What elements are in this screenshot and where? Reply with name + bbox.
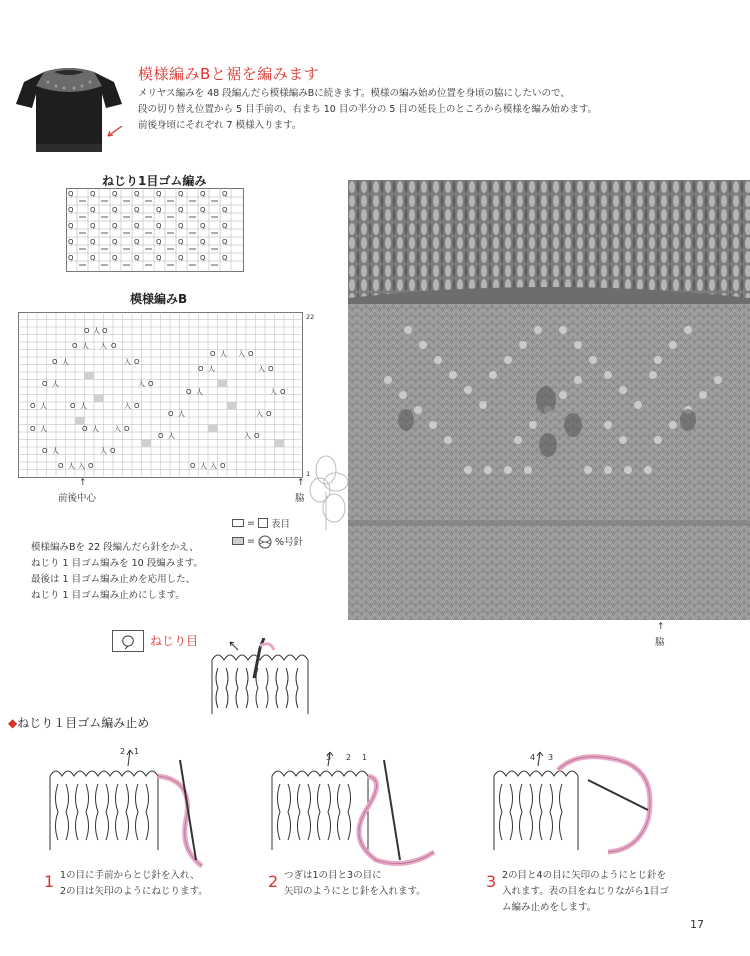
svg-text:Q: Q <box>222 238 228 246</box>
svg-text:O: O <box>42 380 48 388</box>
svg-text:O: O <box>42 447 48 455</box>
step1-illustration <box>44 740 224 874</box>
svg-text:入: 入 <box>78 462 85 470</box>
center-arrow-icon: ↑ <box>79 478 87 488</box>
svg-text:Q: Q <box>222 254 228 262</box>
svg-text:O: O <box>158 432 164 440</box>
svg-text:O: O <box>111 342 117 350</box>
step-line: ム編み止めをします。 <box>502 902 597 913</box>
flower-ornament-icon <box>306 452 352 536</box>
svg-text:O: O <box>134 402 140 410</box>
svg-text:O: O <box>70 402 76 410</box>
svg-text:Q: Q <box>134 254 140 262</box>
svg-text:Q: Q <box>156 254 162 262</box>
svg-text:Q: Q <box>222 222 228 230</box>
note-line: 最後は 1 目ゴム編み止めを応用した、 <box>31 574 196 585</box>
svg-text:人: 人 <box>208 365 215 373</box>
side-label: 脇 <box>295 493 305 504</box>
svg-text:Q: Q <box>90 190 96 198</box>
svg-text:Q: Q <box>178 206 184 214</box>
step-line: 1の目に手前からとじ針を入れ、 <box>60 870 200 881</box>
svg-text:入: 入 <box>100 447 107 455</box>
svg-text:人: 人 <box>220 350 227 358</box>
svg-text:O: O <box>148 380 154 388</box>
legend-equals: = <box>247 535 255 547</box>
finishing-note <box>31 540 261 604</box>
twisted-stitch-illustration <box>204 638 316 722</box>
svg-text:Q: Q <box>200 254 206 262</box>
svg-text:入: 入 <box>124 402 131 410</box>
note-line: 模様編みBを 22 段編んだら針をかえ、 <box>31 542 199 553</box>
svg-text:入: 入 <box>258 365 265 373</box>
svg-text:入: 入 <box>138 380 145 388</box>
svg-text:Q: Q <box>222 206 228 214</box>
svg-text:Q: Q <box>156 238 162 246</box>
svg-text:O: O <box>266 410 272 418</box>
svg-text:人: 人 <box>52 447 59 455</box>
row-label-bottom: 1 <box>306 470 311 478</box>
note-line: ねじり 1 目ゴム編みを 10 段編みます。 <box>31 558 203 569</box>
svg-text:1: 1 <box>134 747 140 756</box>
step2-number: 2 <box>268 872 279 891</box>
svg-text:人: 人 <box>80 402 87 410</box>
svg-text:O: O <box>30 402 36 410</box>
svg-text:Q: Q <box>90 254 96 262</box>
step3-number: 3 <box>486 872 497 891</box>
svg-text:O: O <box>72 342 78 350</box>
svg-text:入: 入 <box>114 425 121 433</box>
step-line: 2の目は矢印のようにねじります。 <box>60 886 208 897</box>
svg-text:O: O <box>268 365 274 373</box>
svg-text:Q: Q <box>178 238 184 246</box>
page-number: 17 <box>690 918 704 931</box>
svg-text:O: O <box>30 425 36 433</box>
svg-text:Q: Q <box>134 206 140 214</box>
knit-swatch-photo <box>348 180 750 620</box>
rib-chart <box>66 188 244 272</box>
step2-illustration <box>266 740 446 874</box>
svg-text:O: O <box>58 462 64 470</box>
photo-side-label: 脇 <box>655 637 665 648</box>
rib-chart-title: ねじり1目ゴム編み <box>102 174 207 188</box>
lace-chart-title: 模様編みB <box>130 292 188 306</box>
svg-text:Q: Q <box>134 238 140 246</box>
svg-text:人: 人 <box>52 380 59 388</box>
svg-text:Q: Q <box>90 206 96 214</box>
center-label: 前後中心 <box>58 493 97 504</box>
svg-text:Q: Q <box>134 222 140 230</box>
svg-text:Q: Q <box>112 222 118 230</box>
svg-text:O: O <box>84 327 90 335</box>
twisted-stitch-label: ねじり目 <box>150 634 199 648</box>
svg-text:O: O <box>134 358 140 366</box>
diamond-icon: ◆ <box>8 716 18 730</box>
svg-text:Q: Q <box>68 222 74 230</box>
svg-text:Q: Q <box>112 190 118 198</box>
svg-text:2: 2 <box>120 747 126 756</box>
step3-text <box>502 868 669 916</box>
row-label-top: 22 <box>306 313 315 321</box>
svg-text:人: 人 <box>40 402 47 410</box>
svg-text:人: 人 <box>178 410 185 418</box>
side-arrow-icon: ↑ <box>297 478 305 488</box>
svg-text:Q: Q <box>200 190 206 198</box>
section-heading: 模様編みBと裾を編みます <box>138 65 320 83</box>
step-line: 2の目と4の目に矢印のようにとじ針を <box>502 870 667 881</box>
svg-text:O: O <box>210 350 216 358</box>
svg-text:人: 人 <box>40 425 47 433</box>
legend-knit-text: 表目 <box>270 519 290 530</box>
svg-text:Q: Q <box>112 238 118 246</box>
svg-text:Q: Q <box>178 190 184 198</box>
svg-text:入: 入 <box>100 342 107 350</box>
svg-text:O: O <box>102 327 108 335</box>
legend-equals: = <box>247 517 255 529</box>
svg-text:Q: Q <box>68 190 74 198</box>
svg-text:Q: Q <box>200 222 206 230</box>
legend-knit-symbol <box>258 518 268 528</box>
legend-needle-text: %号針 <box>274 537 303 548</box>
intro-line: メリヤス編みを 48 段編んだら模様編みBに続きます。模様の編み始め位置を身頃の脇にしたいので、 <box>138 88 570 99</box>
svg-text:Q: Q <box>112 206 118 214</box>
svg-text:Q: Q <box>134 190 140 198</box>
step-line: つぎは1の目と3の目に <box>284 870 382 881</box>
step3-illustration <box>488 740 668 874</box>
svg-text:入: 入 <box>210 462 217 470</box>
binding-off-title-text: ねじり１目ゴム編み止め <box>17 716 150 730</box>
svg-text:O: O <box>82 425 88 433</box>
svg-text:人: 人 <box>200 462 207 470</box>
intro-line: 段の切り替え位置から 5 目手前の、右まち 10 目の半分の 5 目の延長上のところから模様を編み始めます。 <box>138 104 598 115</box>
svg-text:Q: Q <box>178 222 184 230</box>
svg-text:Q: Q <box>112 254 118 262</box>
svg-text:Q: Q <box>90 238 96 246</box>
svg-text:O: O <box>186 388 192 396</box>
svg-text:Q: Q <box>156 222 162 230</box>
svg-text:O: O <box>124 425 130 433</box>
svg-text:O: O <box>88 462 94 470</box>
svg-text:人: 人 <box>62 358 69 366</box>
svg-text:入: 入 <box>256 410 263 418</box>
legend-knit-swatch <box>232 519 244 527</box>
svg-text:O: O <box>168 410 174 418</box>
svg-text:入: 入 <box>238 350 245 358</box>
svg-text:Q: Q <box>200 238 206 246</box>
step1-text <box>60 868 208 900</box>
svg-text:Q: Q <box>68 254 74 262</box>
step2-text <box>284 868 426 900</box>
svg-text:3: 3 <box>326 753 332 762</box>
intro-line: 前後身頃にそれぞれ 7 模様入ります。 <box>138 120 302 131</box>
svg-text:Q: Q <box>156 190 162 198</box>
photo-arrow-icon: ↑ <box>657 622 665 632</box>
svg-text:O: O <box>110 447 116 455</box>
svg-text:入: 入 <box>270 388 277 396</box>
svg-text:人: 人 <box>82 342 89 350</box>
svg-text:Q: Q <box>90 222 96 230</box>
step1-number: 1 <box>44 872 55 891</box>
svg-text:O: O <box>220 462 226 470</box>
svg-text:Q: Q <box>222 190 228 198</box>
twisted-stitch-symbol <box>112 630 144 652</box>
svg-text:入: 入 <box>124 358 131 366</box>
svg-text:人: 人 <box>92 425 99 433</box>
svg-text:人: 人 <box>68 462 75 470</box>
svg-text:O: O <box>248 350 254 358</box>
svg-text:2: 2 <box>346 753 352 762</box>
svg-text:3: 3 <box>548 753 554 762</box>
lace-chart <box>18 312 318 478</box>
step-line: 矢印のようにとじ針を入れます。 <box>284 886 426 897</box>
arrow-icon <box>104 124 124 144</box>
svg-text:O: O <box>52 358 58 366</box>
svg-text:Q: Q <box>156 206 162 214</box>
svg-text:O: O <box>254 432 260 440</box>
legend-knit <box>232 516 290 530</box>
svg-text:Q: Q <box>200 206 206 214</box>
svg-text:O: O <box>280 388 286 396</box>
svg-text:1: 1 <box>362 753 368 762</box>
svg-text:人: 人 <box>196 388 203 396</box>
svg-text:人: 人 <box>168 432 175 440</box>
svg-text:入: 入 <box>244 432 251 440</box>
svg-text:Q: Q <box>178 254 184 262</box>
note-line: ねじり 1 目ゴム編み止めにします。 <box>31 590 185 601</box>
step-line: 入れます。表の目をねじりながら1目ゴ <box>502 886 669 897</box>
svg-text:Q: Q <box>68 206 74 214</box>
svg-text:4: 4 <box>530 753 536 762</box>
svg-text:O: O <box>198 365 204 373</box>
binding-off-title <box>8 714 149 731</box>
svg-text:O: O <box>190 462 196 470</box>
intro-text <box>138 86 608 134</box>
svg-text:人: 人 <box>93 327 100 335</box>
svg-text:Q: Q <box>68 238 74 246</box>
